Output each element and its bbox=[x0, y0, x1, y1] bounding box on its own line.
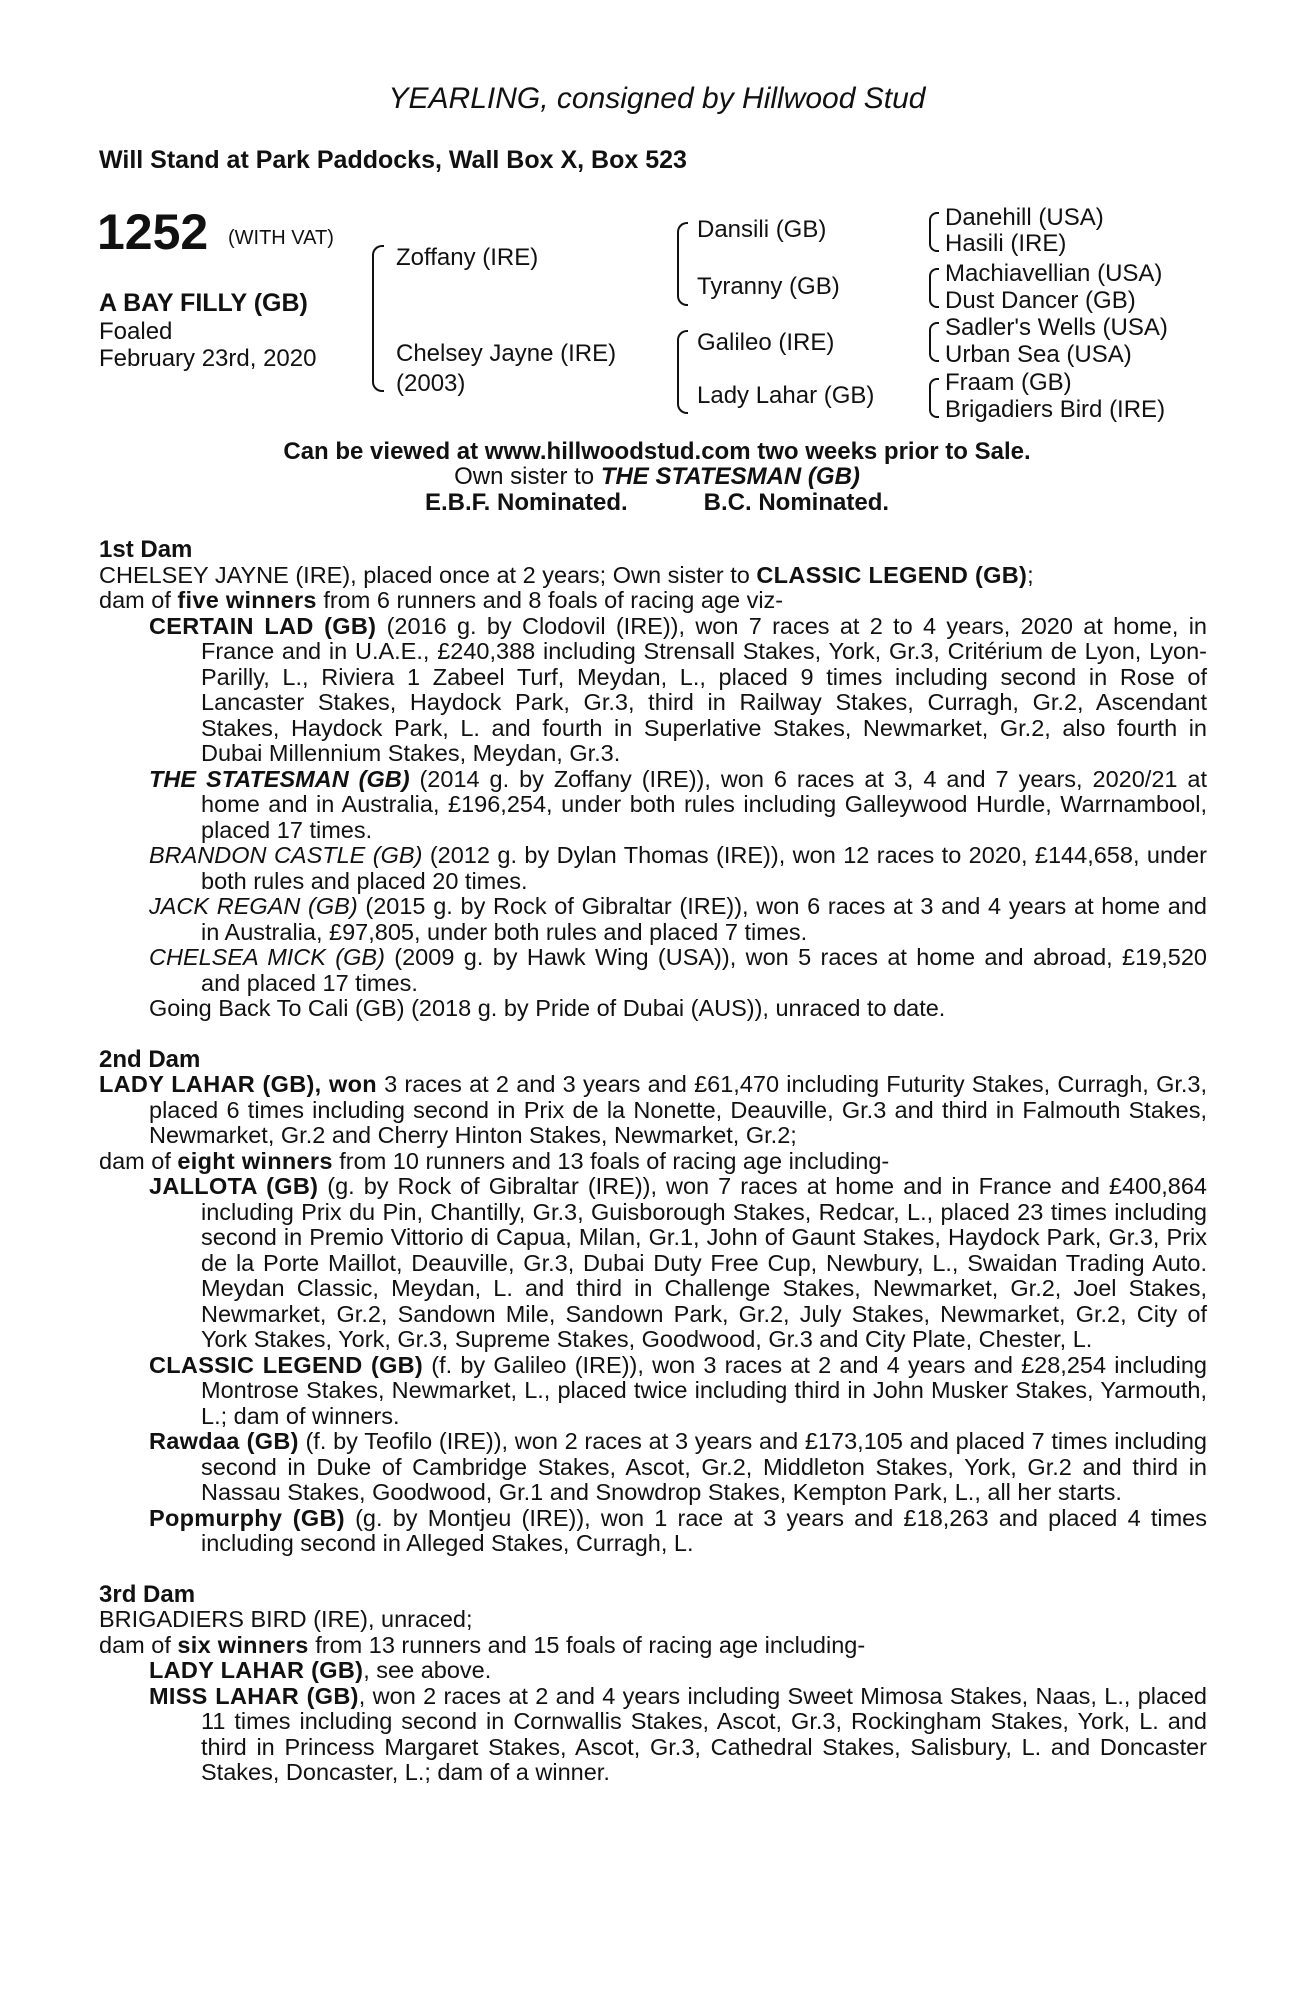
first-dam-sister: CLASSIC LEGEND (GB) bbox=[756, 561, 1028, 588]
produce-text: (2015 g. by Rock of Gibraltar (IRE)), won 6 races at 3 and 4 years at home and in Australia, £97,805, under both rules and placed 7 times. bbox=[201, 893, 1208, 945]
third-dam-summary-c: from 13 runners and 15 foals of racing age including- bbox=[308, 1631, 866, 1658]
great-grandsire-1: Danehill (USA) bbox=[945, 204, 1104, 231]
produce-text: (g. by Montjeu (IRE)), won 1 race at 3 years and £18,263 and placed 4 times including second in Alleged Stakes, Curragh, L. bbox=[201, 1504, 1207, 1556]
second-dam-title: 2nd Dam bbox=[99, 1045, 201, 1073]
third-dam-section bbox=[99, 1582, 1207, 1786]
pedigree-brace-sire bbox=[677, 222, 688, 306]
pedigree-brace-g12 bbox=[929, 212, 939, 252]
second-dam-summary-c: from 10 runners and 13 foals of racing age including- bbox=[332, 1147, 890, 1174]
third-dam-intro: BRIGADIERS BIRD (IRE), unraced; bbox=[99, 1606, 473, 1632]
dam-dam: Lady Lahar (GB) bbox=[697, 382, 875, 409]
great-granddam-4: Dust Dancer (GB) bbox=[945, 287, 1136, 314]
third-dam-summary-a: dam of bbox=[99, 1631, 178, 1658]
second-dam-summary bbox=[99, 1149, 1207, 1175]
second-dam-summary-a: dam of bbox=[99, 1147, 178, 1174]
first-dam-intro-end: ; bbox=[1027, 561, 1034, 588]
produce-entry bbox=[99, 996, 1207, 1022]
produce-text: (g. by Rock of Gibraltar (IRE)), won 7 races at home and in France and £400,864 including Prix du Pin, Chantilly, Gr.3, Guisborough Stakes, Redcar, L., placed 23 times including second in Premio Vittorio di Capua, Milan, Gr.1, John of Gaunt Stakes, Haydock Park, Gr.3, Prix de la Porte Maillot, Deauville, Gr.3, Dubai Duty Free Cup, Newbury, L., Swaidan Trading Auto. Meydan Classic, Meydan, L. and third in Challenge Stakes, Newmarket, Gr.2, Joel Stakes, Newmarket, Gr.2, Sandown Mile, Sandown Park, Gr.2, July Stakes, Newmarket, Gr.2, City of York Stakes, York, Gr.3, Supreme Stakes, Goodwood, Gr.3 and City Plate, Chester, L. bbox=[201, 1173, 1208, 1352]
first-dam-winners: five winners bbox=[177, 587, 317, 613]
foaled-date: February 23rd, 2020 bbox=[99, 345, 317, 372]
first-dam-intro-text: CHELSEY JAYNE (IRE), placed once at 2 years; Own sister to bbox=[99, 561, 757, 588]
produce-name: Rawdaa (GB) bbox=[149, 1428, 299, 1454]
great-grandsire-7: Fraam (GB) bbox=[945, 369, 1072, 396]
produce-name: MISS LAHAR (GB) bbox=[149, 1682, 359, 1709]
second-dam-won: , won bbox=[314, 1071, 377, 1097]
produce-entry bbox=[99, 1658, 1207, 1684]
produce-text: (2012 g. by Dylan Thomas (IRE)), won 12 races to 2020, £144,658, under both rules and placed 20 times. bbox=[201, 842, 1208, 894]
produce-entry bbox=[99, 945, 1207, 996]
great-grandsire-3: Machiavellian (USA) bbox=[945, 260, 1163, 287]
pedigree-brace-g34 bbox=[929, 268, 939, 308]
lot-number: 1252 bbox=[97, 204, 209, 260]
produce-entry bbox=[99, 843, 1207, 894]
first-dam-summary-c: from 6 runners and 8 foals of racing age viz- bbox=[316, 587, 784, 613]
produce-name: CLASSIC LEGEND (GB) bbox=[149, 1351, 424, 1378]
produce-entry bbox=[99, 1353, 1207, 1430]
second-dam-winners: eight winners bbox=[177, 1147, 333, 1174]
produce-entry bbox=[99, 1429, 1207, 1506]
great-grandsire-5: Sadler's Wells (USA) bbox=[945, 314, 1168, 341]
great-granddam-6: Urban Sea (USA) bbox=[945, 341, 1132, 368]
produce-name: JALLOTA (GB) bbox=[149, 1173, 319, 1199]
sire-dam: Tyranny (GB) bbox=[697, 273, 840, 300]
great-granddam-2: Hasili (IRE) bbox=[945, 230, 1067, 257]
produce-entry bbox=[99, 767, 1207, 844]
page-heading: YEARLING, consigned by Hillwood Stud bbox=[388, 82, 926, 115]
produce-text: (2014 g. by Zoffany (IRE)), won 6 races at 3, 4 and 7 years, 2020/21 at home and in Australia, £196,254, under both rules including Galleywood Hurdle, Warrnambool, placed 17 times. bbox=[201, 765, 1207, 843]
produce-text: (2009 g. by Hawk Wing (USA)), won 5 races at home and abroad, £19,520 and placed 17 times. bbox=[201, 944, 1207, 996]
sister-note-name: THE STATESMAN (GB) bbox=[600, 463, 860, 490]
produce-entry bbox=[99, 1506, 1207, 1557]
first-dam-section bbox=[99, 537, 1207, 1022]
nominations bbox=[0, 489, 1314, 517]
sire: Zoffany (IRE) bbox=[396, 244, 539, 271]
foaled-label: Foaled bbox=[99, 318, 173, 345]
viewing-note: Can be viewed at www.hillwoodstud.com two weeks prior to Sale. bbox=[283, 438, 1031, 465]
pedigree-brace-main bbox=[372, 245, 384, 392]
first-dam-summary bbox=[99, 588, 1207, 614]
second-dam-intro bbox=[99, 1072, 1207, 1149]
second-dam-name: LADY LAHAR (GB) bbox=[99, 1071, 315, 1097]
stand-location: Will Stand at Park Paddocks, Wall Box X, Box 523 bbox=[99, 146, 687, 174]
pedigree-brace-g56 bbox=[929, 322, 939, 362]
produce-name: CERTAIN LAD (GB) bbox=[149, 612, 377, 639]
lot-name: A BAY FILLY (GB) bbox=[99, 289, 308, 317]
sister-note bbox=[0, 463, 1314, 491]
produce-name: JACK REGAN (GB) bbox=[149, 893, 358, 919]
produce-text: , won 2 races at 2 and 4 years including Sweet Mimosa Stakes, Naas, L., placed 11 times including second in Cornwallis Stakes, Ascot, Gr.3, Rockingham Stakes, York, L. and third in Princess Margaret Stakes, Ascot, Gr.3, Cathedral Stakes, Salisbury, L. and Doncaster Stakes, Doncaster, L.; dam of a winner. bbox=[201, 1682, 1207, 1785]
great-granddam-8: Brigadiers Bird (IRE) bbox=[945, 396, 1166, 423]
dam-year: (2003) bbox=[396, 370, 466, 397]
second-dam-section bbox=[99, 1047, 1207, 1557]
third-dam-title: 3rd Dam bbox=[99, 1580, 196, 1608]
produce-entry bbox=[99, 614, 1207, 767]
produce-name: THE STATESMAN (GB) bbox=[149, 765, 410, 792]
produce-text: (2016 g. by Clodovil (IRE)), won 7 races at 2 to 4 years, 2020 at home, in France and in U.A.E., £240,388 including Strensall Stakes, York, Gr.3, Critérium de Lyon, Lyon-Parilly, L., Riviera 1 Zabeel Turf, Meydan, L., placed 9 times including second in Rose of Lancaster Stakes, Haydock Park, Gr.3, third in Railway Stakes, Curragh, Gr.2, Ascendant Stakes, Haydock Park, L. and fourth in Superlative Stakes, Newmarket, Gr.2, also fourth in Dubai Millennium Stakes, Meydan, Gr.3. bbox=[201, 612, 1207, 766]
first-dam-intro bbox=[99, 563, 1207, 589]
produce-name: BRANDON CASTLE (GB) bbox=[149, 842, 423, 868]
produce-text: (f. by Teofilo (IRE)), won 2 races at 3 years and £173,105 and placed 7 times including second in Duke of Cambridge Stakes, Ascot, Gr.2, Middleton Stakes, York, Gr.2 and third in Nassau Stakes, Goodwood, Gr.1 and Snowdrop Stakes, Kempton Park, L., all her starts. bbox=[201, 1428, 1207, 1505]
produce-name: CHELSEA MICK (GB) bbox=[149, 944, 385, 970]
dam: Chelsey Jayne (IRE) bbox=[396, 340, 617, 367]
produce-text: (f. by Galileo (IRE)), won 3 races at 2 and 4 years and £28,254 including Montrose Stakes, Newmarket, L., placed twice including third in John Musker Stakes, Yarmouth, L.; dam of winners. bbox=[201, 1351, 1207, 1429]
produce-text: , see above. bbox=[363, 1657, 492, 1683]
third-dam-summary bbox=[99, 1633, 1207, 1659]
first-dam-title: 1st Dam bbox=[99, 536, 193, 563]
second-dam-intro-text: 3 races at 2 and 3 years and £61,470 including Futurity Stakes, Curragh, Gr.3, placed 6 times including second in Prix de la Nonette, Deauville, Gr.3 and third in Falmouth Stakes, Newmarket, Gr.2 and Cherry Hinton Stakes, Newmarket, Gr.2; bbox=[149, 1071, 1207, 1148]
dam-sire: Galileo (IRE) bbox=[697, 329, 835, 356]
pedigree-brace-g78 bbox=[929, 378, 939, 418]
produce-text: Going Back To Cali (GB) (2018 g. by Pride of Dubai (AUS)), unraced to date. bbox=[149, 995, 946, 1021]
sire-sire: Dansili (GB) bbox=[697, 216, 827, 243]
third-dam-winners: six winners bbox=[177, 1631, 309, 1658]
first-dam-summary-a: dam of bbox=[99, 587, 178, 613]
produce-name: Popmurphy (GB) bbox=[149, 1504, 345, 1531]
pedigree-notes bbox=[99, 537, 1207, 1786]
ebf-nominated: E.B.F. Nominated. bbox=[424, 489, 628, 516]
produce-entry bbox=[99, 1684, 1207, 1786]
produce-name: LADY LAHAR (GB) bbox=[149, 1657, 364, 1683]
bc-nominated: B.C. Nominated. bbox=[703, 489, 890, 516]
produce-entry bbox=[99, 894, 1207, 945]
pedigree-brace-dam bbox=[677, 330, 688, 414]
vat-note: (WITH VAT) bbox=[228, 227, 334, 249]
sister-note-prefix: Own sister to bbox=[454, 463, 601, 490]
produce-entry bbox=[99, 1174, 1207, 1353]
